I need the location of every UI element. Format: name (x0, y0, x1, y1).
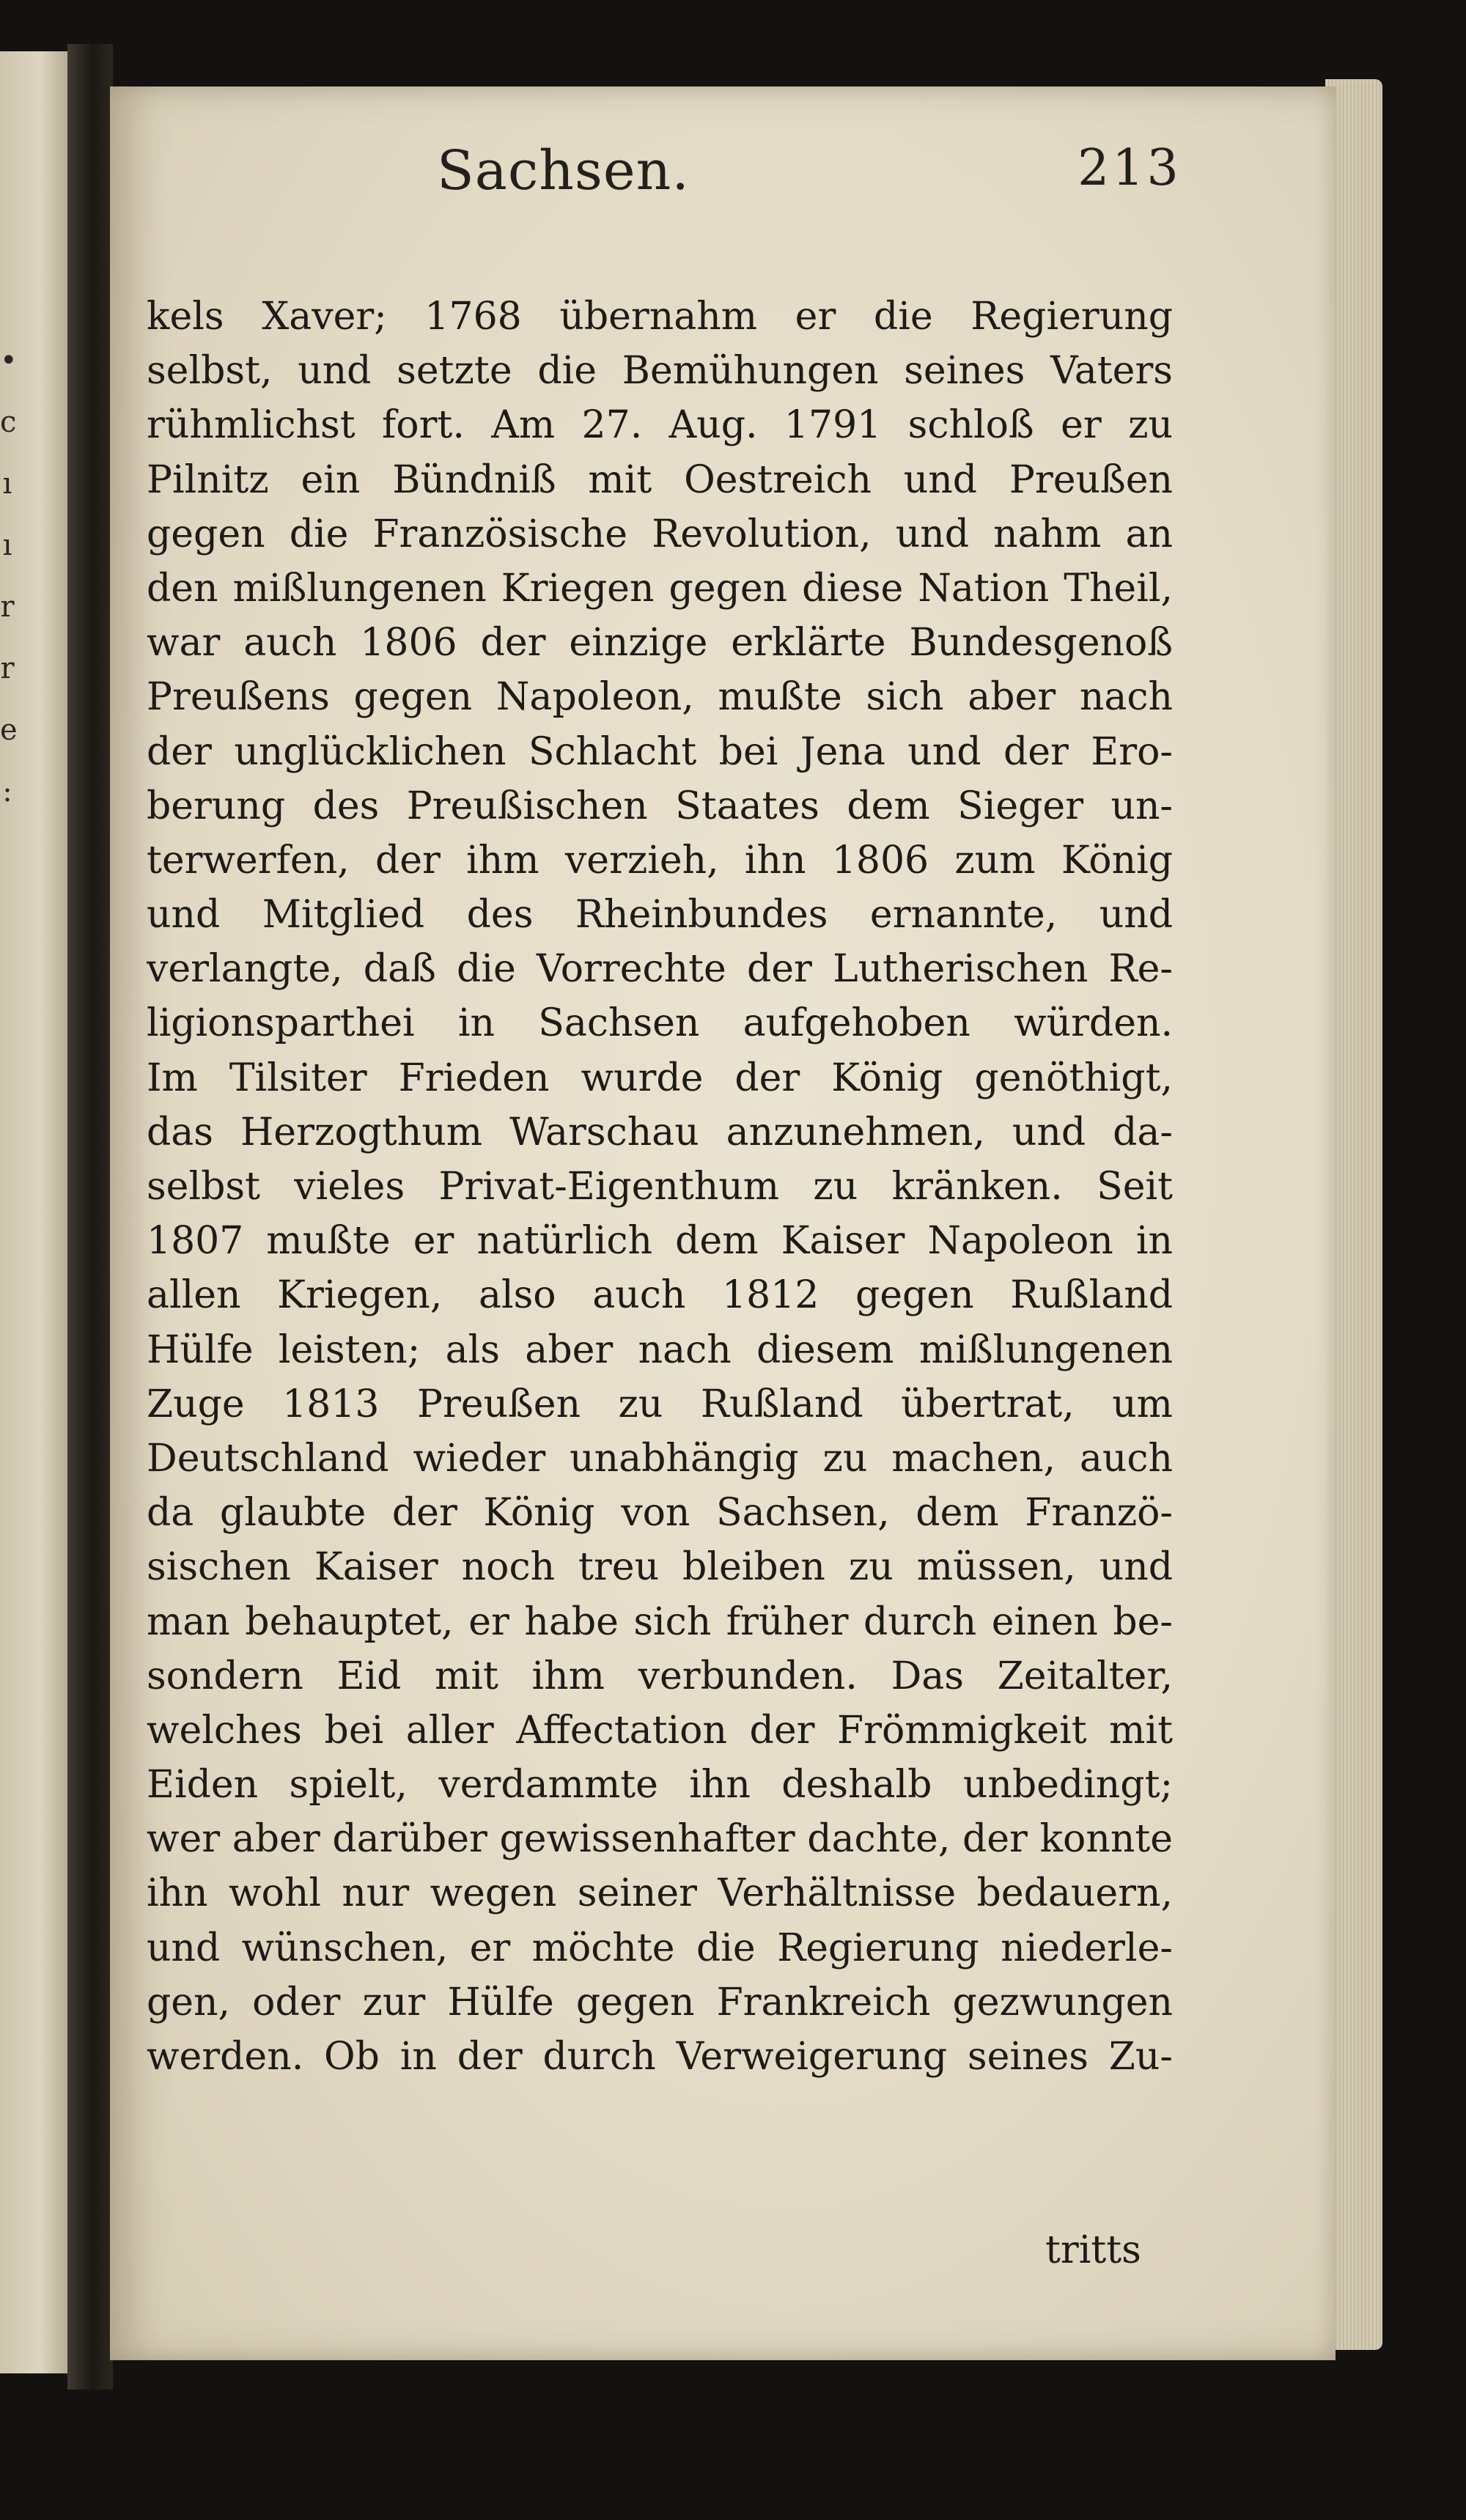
text-line: Preußens gegen Napoleon, mußte sich aber nach (147, 675, 1173, 720)
edge-mark: r (0, 652, 15, 685)
edge-mark: : (2, 775, 12, 808)
catchword: tritts (1045, 2228, 1141, 2272)
text-line: welches bei aller Affectation der Frömmigkeit mit (147, 1708, 1173, 1753)
left-page-edge-marks (0, 330, 18, 822)
text-line: 1807 mußte er natürlich dem Kaiser Napoleon in (147, 1219, 1173, 1264)
text-line: den mißlungenen Kriegen gegen diese Nation Theil, (147, 566, 1173, 611)
text-line: da glaubte der König von Sachsen, dem Franzö- (147, 1491, 1173, 1536)
text-line: rühmlichst fort. Am 27. Aug. 1791 schloß er zu (147, 403, 1173, 448)
text-line: kels Xaver; 1768 übernahm er die Regierung (147, 295, 1173, 339)
edge-mark: ı (2, 467, 12, 501)
text-line: sischen Kaiser noch treu bleiben zu müssen, und (147, 1545, 1173, 1590)
text-line: Zuge 1813 Preußen zu Rußland übertrat, um (147, 1382, 1173, 1426)
text-line: Hülfe leisten; als aber nach diesem mißlungenen (147, 1327, 1173, 1372)
text-line: selbst, und setzte die Bemühungen seines Vaters (147, 349, 1173, 394)
book-gutter (67, 44, 113, 2390)
text-line: berung des Preußischen Staates dem Sieger un- (147, 784, 1173, 828)
text-line: das Herzogthum Warschau anzunehmen, und da- (147, 1110, 1173, 1154)
text-line: und wünschen, er möchte die Regierung niederle- (147, 1926, 1173, 1970)
left-page-edge (0, 51, 67, 2373)
text-line: man behauptet, er habe sich früher durch einen be- (147, 1599, 1173, 1644)
text-line: Deutschland wieder unabhängig zu machen, auch (147, 1436, 1173, 1481)
text-line: gen, oder zur Hülfe gegen Frankreich gezwungen (147, 1980, 1173, 2025)
edge-mark: ı (2, 528, 12, 562)
edge-mark: • (0, 344, 18, 377)
text-line: selbst vieles Privat-Eigenthum zu kränken. Seit (147, 1165, 1173, 1209)
running-head: Sachsen. (437, 139, 690, 202)
page-number: 213 (1078, 139, 1182, 197)
text-line: war auch 1806 der einzige erklärte Bundesgenoß (147, 621, 1173, 666)
text-line: Eiden spielt, verdammte ihn deshalb unbedingt; (147, 1763, 1173, 1808)
text-line: wer aber darüber gewissenhafter dachte, der konnte (147, 1817, 1173, 1862)
edge-mark: r (0, 590, 15, 624)
edge-mark: c (0, 405, 17, 439)
text-line: sondern Eid mit ihm verbunden. Das Zeitalter, (147, 1654, 1173, 1698)
edge-mark: e (0, 713, 18, 747)
text-line: allen Kriegen, also auch 1812 gegen Rußland (147, 1273, 1173, 1318)
text-line: der unglücklichen Schlacht bei Jena und der Ero- (147, 729, 1173, 774)
text-line: und Mitglied des Rheinbundes ernannte, und (147, 893, 1173, 937)
text-line: ligionsparthei in Sachsen aufgehoben würden. (147, 1001, 1173, 1046)
text-line: Pilnitz ein Bündniß mit Oestreich und Preußen (147, 457, 1173, 502)
text-line: terwerfen, der ihm verzieh, ihn 1806 zum König (147, 838, 1173, 883)
text-line: gegen die Französische Revolution, und nahm an (147, 512, 1173, 556)
text-line: werden. Ob in der durch Verweigerung seines Zu- (147, 2035, 1173, 2079)
text-line: Im Tilsiter Frieden wurde der König genöthigt, (147, 1055, 1173, 1100)
text-line: ihn wohl nur wegen seiner Verhältnisse bedauern, (147, 1871, 1173, 1916)
body-text (147, 290, 1173, 2084)
text-line: verlangte, daß die Vorrechte der Lutherischen Re- (147, 947, 1173, 992)
